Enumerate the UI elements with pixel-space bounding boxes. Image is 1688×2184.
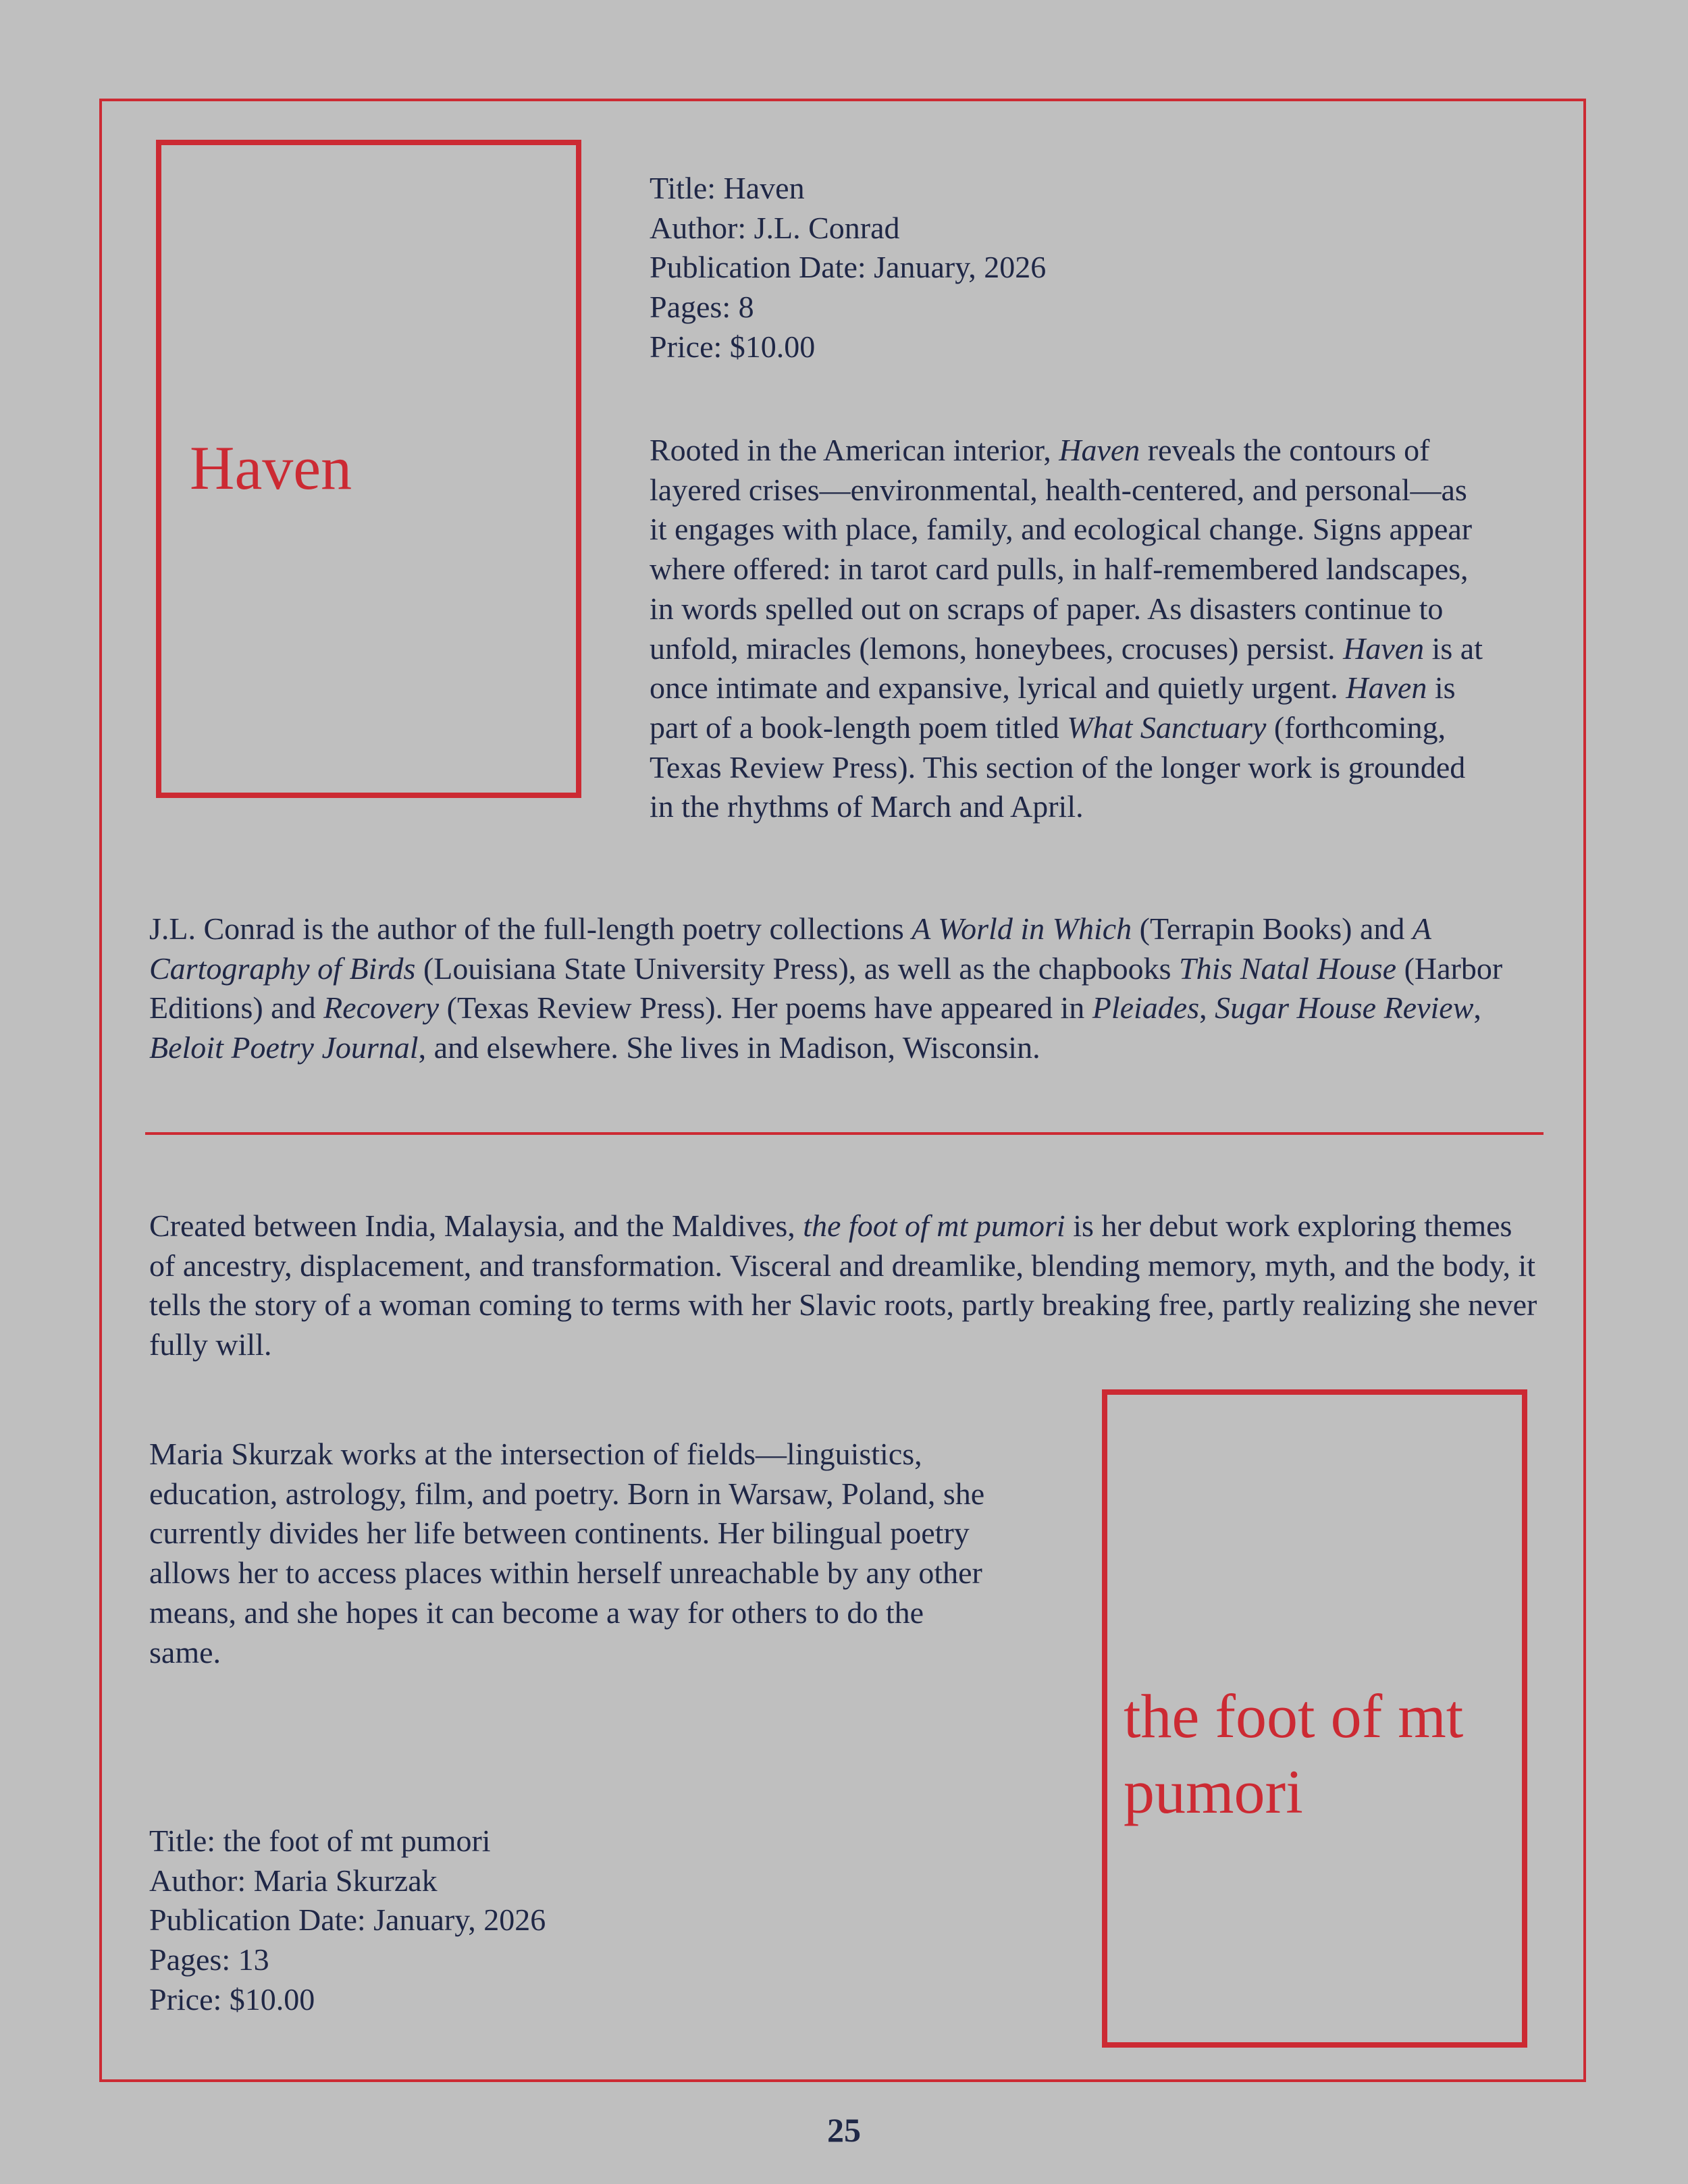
author-bio-conrad: J.L. Conrad is the author of the full-length poetry collections A World in Which (Terrapin Books) and A Cartography of Birds (Louisiana State University Press), as well as the chapbooks This Natal House (Harbor Editions) and Recovery (Texas Review Press). Her poems have appeared in Pleiades, Sugar House Review, Beloit Poetry Journal, and elsewhere. She lives in Madison, Wisconsin. xyxy=(149,911,1503,1065)
price: Price: $10.00 xyxy=(650,329,816,364)
cover-title: the foot of mt pumori xyxy=(1124,1682,1464,1826)
page-number: 25 xyxy=(827,2111,861,2149)
price: Price: $10.00 xyxy=(149,1981,315,2017)
book-cover-haven xyxy=(156,140,581,798)
author-bio-skurzak: Maria Skurzak works at the intersection of fields—linguistics, education, astrology, film, and poetry. Born in Warsaw, Poland, she currently divides her life between continents. Her bilingual poetry allows her to access places within herself unreachable by any other means, and she hopes it can become a way for others to do the same. xyxy=(149,1437,985,1670)
cover-title: Haven xyxy=(190,433,352,502)
book-cover-pumori xyxy=(1102,1389,1527,2048)
book-author: Author: J.L. Conrad xyxy=(650,210,900,245)
publication-date: Publication Date: January, 2026 xyxy=(149,1902,546,1938)
book-description-pumori: Created between India, Malaysia, and the Maldives, the foot of mt pumori is her debut work exploring themes of ancestry, displacement, and transformation. Visceral and dreamlike, blending memory, myth, and the body, it tells the story of a woman coming to terms with her Slavic roots, partly breaking free, partly realizing she never fully will. xyxy=(149,1208,1537,1362)
publication-date: Publication Date: January, 2026 xyxy=(650,250,1047,285)
book-details-pumori xyxy=(149,1821,546,2020)
book-details-haven xyxy=(650,169,1046,367)
page-count: Pages: 13 xyxy=(149,1942,269,1977)
book-title: Title: Haven xyxy=(650,171,805,205)
section-divider xyxy=(145,1132,1544,1135)
page-count: Pages: 8 xyxy=(650,290,754,325)
book-description-haven: Rooted in the American interior, Haven reveals the contours of layered crises—environmental, health-centered, and personal—as it engages with place, family, and ecological change. Signs appear where offered: in tarot card pulls, in half-remembered landscapes, in words spelled out on scraps of paper. As disasters continue to unfold, miracles (lemons, honeybees, crocuses) persist. Haven is at once intimate and expansive, lyrical and quietly urgent. Haven is part of a book-length poem titled What Sanctuary (forthcoming, Texas Review Press). This section of the longer work is grounded in the rhythms of March and April. xyxy=(650,433,1483,824)
book-author: Author: Maria Skurzak xyxy=(149,1863,438,1898)
book-title: Title: the foot of mt pumori xyxy=(149,1823,491,1858)
